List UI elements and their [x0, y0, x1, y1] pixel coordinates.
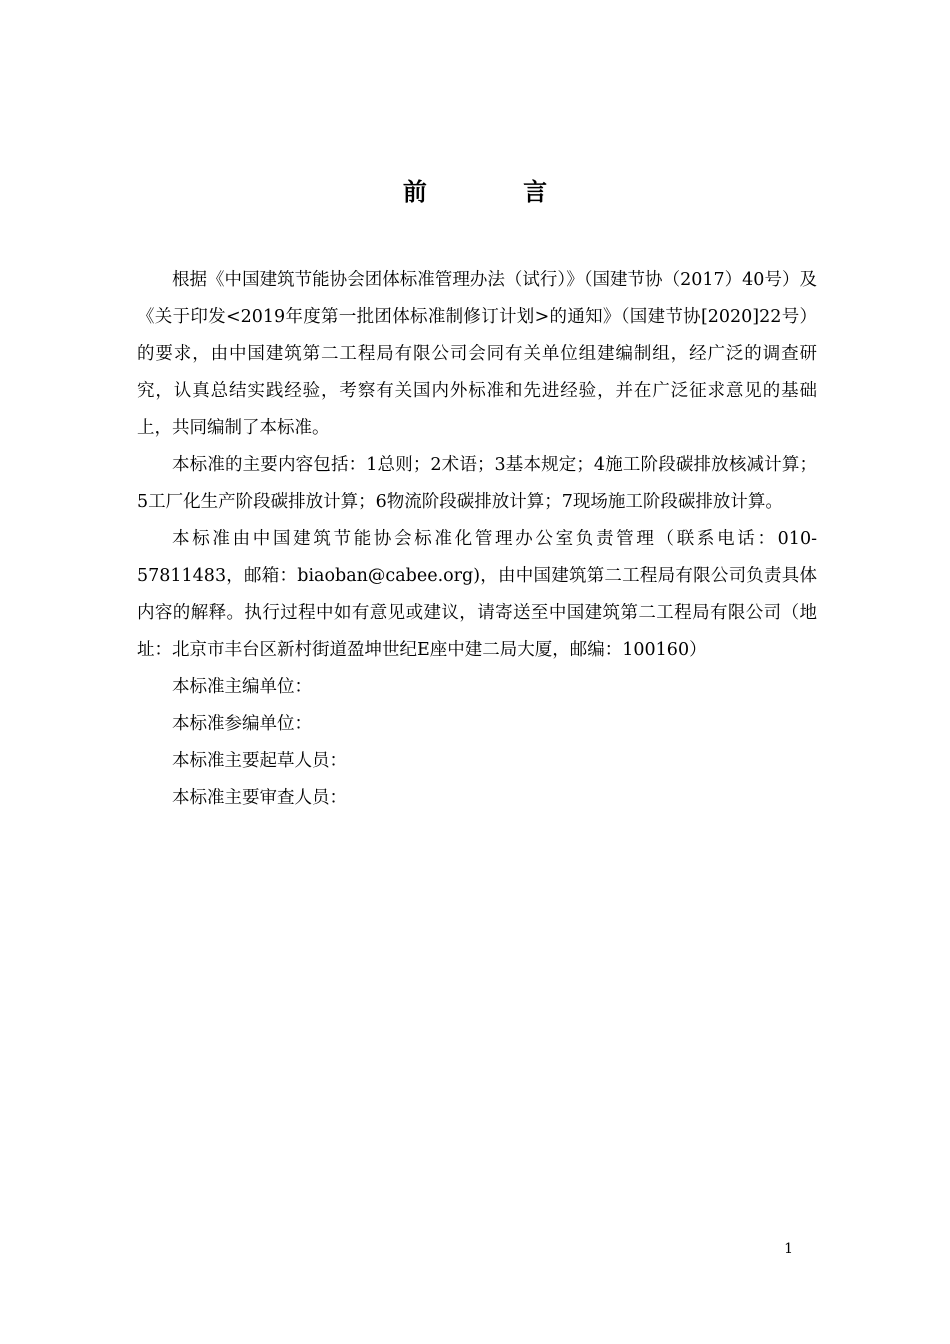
page-number: 1 — [784, 1241, 793, 1257]
main-reviewers: 本标准主要审查人员： — [172, 788, 347, 808]
paragraph-basis: 根据《中国建筑节能协会团体标准管理办法（试行）》（国建节协（2017）40号）及《关于印发<2019年度第一批团体标准制修订计划>的通知》（国建节协[2020]22号）的要求，由中国建筑第二工程局有限公司会同有关单位组建编制组，经广泛的调查研究，认真总结实践经验，考察有关国内外标准和先进经验，并在广泛征求意见的基础上，共同编制了本标准。 — [137, 270, 817, 438]
participating-editor-units: 本标准参编单位： — [172, 714, 312, 734]
chief-editor-unit: 本标准主编单位： — [172, 677, 312, 697]
preface-body — [137, 262, 817, 817]
paragraph-management: 本标准由中国建筑节能协会标准化管理办公室负责管理（联系电话：010-57811483，邮箱：biaoban@cabee.org)，由中国建筑第二工程局有限公司负责具体内容的解释。执行过程中如有意见或建议，请寄送至中国建筑第二工程局有限公司（地址：北京市丰台区新村街道盈坤世纪E座中建二局大厦，邮编：100160） — [137, 529, 817, 660]
page-title: 前 言 — [402, 177, 592, 206]
paragraph-contents: 本标准的主要内容包括：1总则；2术语；3基本规定；4施工阶段碳排放核减计算；5工厂化生产阶段碳排放计算；6物流阶段碳排放计算；7现场施工阶段碳排放计算。 — [137, 455, 817, 512]
main-drafters: 本标准主要起草人员： — [172, 751, 347, 771]
